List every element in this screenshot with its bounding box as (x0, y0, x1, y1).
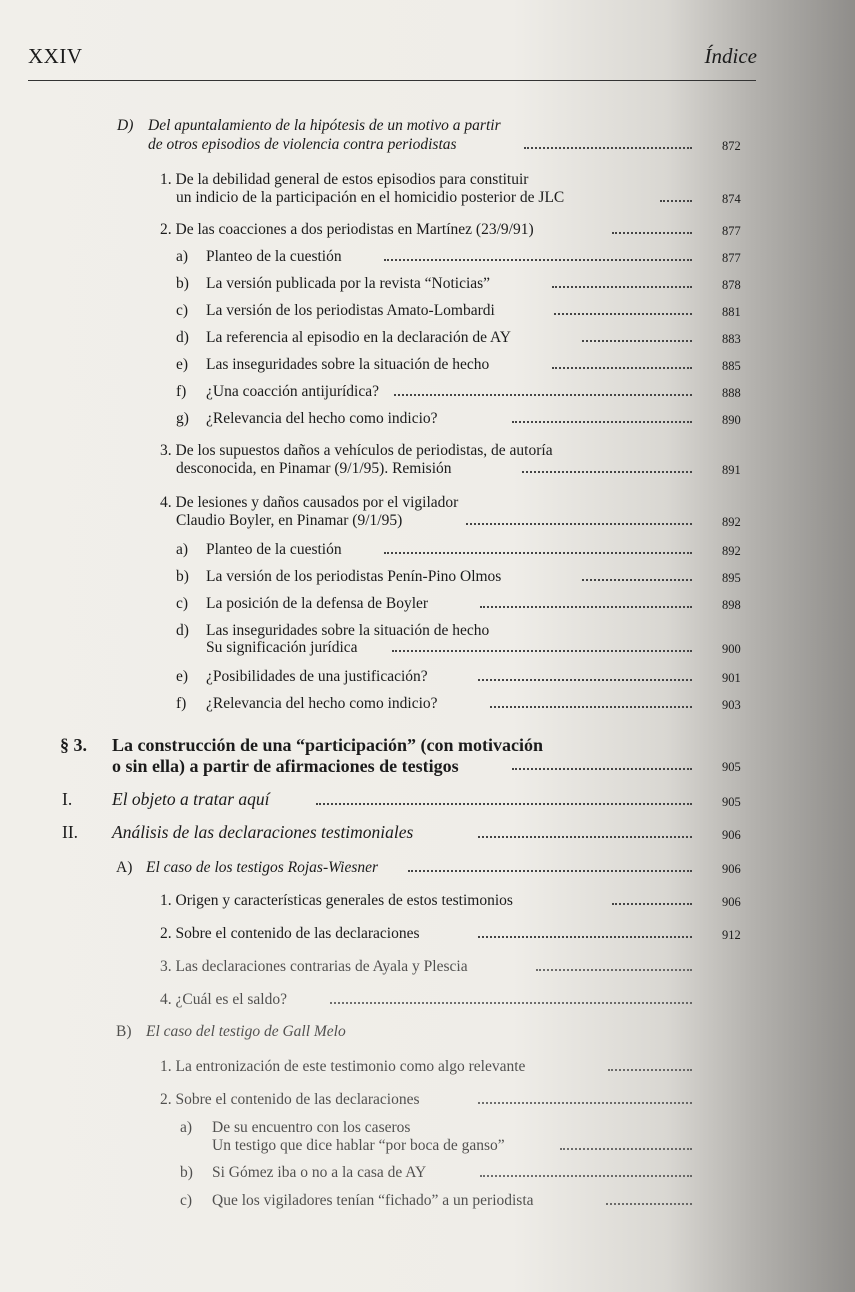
toc-page-number: 905 (722, 760, 741, 774)
toc-label: d) (176, 329, 189, 346)
toc-label: c) (176, 595, 189, 612)
leader-dots (608, 1067, 692, 1071)
leader-dots (316, 801, 692, 805)
leader-dots (466, 521, 692, 525)
toc-page-number: 895 (722, 571, 741, 585)
toc-label: f) (176, 695, 187, 712)
toc-label: b) (180, 1164, 193, 1181)
toc-entry-title: 1. De la debilidad general de estos episodios para constituir (160, 171, 529, 188)
toc-entry-title: un indicio de la participación en el homicidio posterior de JLC (176, 189, 565, 206)
toc-label: a) (180, 1119, 193, 1136)
toc-page-number: 874 (722, 192, 741, 206)
leader-dots (606, 1201, 692, 1205)
toc-page-number: 877 (722, 251, 741, 265)
toc-label: g) (176, 410, 189, 427)
toc-label: b) (176, 275, 189, 292)
toc-page-number: 878 (722, 278, 741, 292)
toc-entry-title: El caso del testigo de Gall Melo (146, 1023, 346, 1040)
leader-dots (384, 257, 692, 261)
toc-entry-title: Del apuntalamiento de la hipótesis de un motivo a partir (148, 117, 501, 134)
toc-entry-title: 4. ¿Cuál es el saldo? (160, 991, 287, 1008)
leader-dots (478, 677, 692, 681)
toc-entry-title: Planteo de la cuestión (206, 541, 342, 558)
toc-page-number: 892 (722, 515, 741, 529)
toc-page-number: 912 (722, 928, 741, 942)
toc-entry-title: 3. Las declaraciones contrarias de Ayala y Plescia (160, 958, 468, 975)
toc-page-number: 901 (722, 671, 741, 685)
leader-dots (512, 766, 692, 770)
toc-entry-title: ¿Una coacción antijurídica? (206, 383, 379, 400)
toc-page-number: 898 (722, 598, 741, 612)
toc-label: c) (176, 302, 189, 319)
toc-page-number: 906 (722, 828, 741, 842)
toc-label: I. (62, 789, 73, 809)
toc-entry-title: Si Gómez iba o no a la casa de AY (212, 1164, 427, 1181)
toc-page-number: 891 (722, 463, 741, 477)
leader-dots (394, 392, 692, 396)
toc-entry-title: 1. La entronización de este testimonio como algo relevante (160, 1058, 526, 1075)
toc-entry-title: Las inseguridades sobre la situación de hecho (206, 356, 490, 373)
toc-label: e) (176, 356, 189, 373)
leader-dots (524, 145, 692, 149)
leader-dots (522, 469, 692, 473)
toc-entry-title: La versión de los periodistas Amato-Lombardi (206, 302, 495, 319)
leader-dots (612, 230, 692, 234)
toc-page-number: 885 (722, 359, 741, 373)
toc-label: B) (116, 1023, 132, 1040)
toc-page-number: 883 (722, 332, 741, 346)
toc-entry-title: ¿Relevancia del hecho como indicio? (206, 695, 438, 712)
page-number-header: XXIV (28, 44, 83, 68)
toc-label: c) (180, 1192, 193, 1209)
leader-dots (660, 198, 692, 202)
toc-label: a) (176, 541, 189, 558)
toc-entry-title: ¿Posibilidades de una justificación? (206, 668, 428, 685)
leader-dots (480, 1173, 692, 1177)
toc-label: d) (176, 622, 189, 639)
leader-dots (552, 365, 692, 369)
toc-entry-title: El objeto a tratar aquí (112, 789, 270, 809)
toc-label: f) (176, 383, 187, 400)
toc-entry-title: 3. De los supuestos daños a vehículos de periodistas, de autoría (160, 442, 553, 459)
toc-label: e) (176, 668, 189, 685)
toc-entry-title: Las inseguridades sobre la situación de hecho (206, 622, 490, 639)
header-rule (28, 80, 756, 81)
toc-page-number: 903 (722, 698, 741, 712)
toc-page-number: 888 (722, 386, 741, 400)
toc-page-number: 872 (722, 139, 741, 153)
leader-dots (560, 1146, 692, 1150)
toc-entry-title: El caso de los testigos Rojas-Wiesner (146, 859, 379, 876)
leader-dots (478, 1100, 692, 1104)
toc-page-number: 881 (722, 305, 741, 319)
leader-dots (490, 704, 692, 708)
toc-entry-title: La versión de los periodistas Penín-Pino Olmos (206, 568, 502, 585)
toc-entry-title: de otros episodios de violencia contra periodistas (148, 136, 457, 153)
toc-page-number: 906 (722, 895, 741, 909)
toc-label: b) (176, 568, 189, 585)
toc-entry-title: Su significación jurídica (206, 639, 358, 656)
leader-dots (392, 648, 692, 652)
toc-entry-title: ¿Relevancia del hecho como indicio? (206, 410, 438, 427)
toc-entry-title: 2. Sobre el contenido de las declaraciones (160, 1091, 420, 1108)
toc-section-label: § 3. (60, 735, 87, 755)
leader-dots (478, 934, 692, 938)
leader-dots (384, 550, 692, 554)
toc-label: a) (176, 248, 189, 265)
toc-section-title: La construcción de una “participación” (con motivación (112, 735, 543, 755)
toc-entry-title: Análisis de las declaraciones testimoniales (112, 822, 414, 842)
leader-dots (582, 338, 692, 342)
toc-page-number: 906 (722, 862, 741, 876)
leader-dots (582, 577, 692, 581)
toc-entry-title: 2. De las coacciones a dos periodistas en Martínez (23/9/91) (160, 221, 534, 238)
leader-dots (536, 967, 692, 971)
toc-entry-title: 2. Sobre el contenido de las declaraciones (160, 925, 420, 942)
toc-entry-title: Claudio Boyler, en Pinamar (9/1/95) (176, 512, 403, 529)
leader-dots (552, 284, 692, 288)
leader-dots (554, 311, 692, 315)
toc-label: A) (116, 859, 133, 876)
leader-dots (512, 419, 692, 423)
toc-page-number: 890 (722, 413, 741, 427)
leader-dots (480, 604, 692, 608)
running-title: Índice (704, 44, 757, 68)
leader-dots (330, 1000, 692, 1004)
toc-entry-title: 1. Origen y características generales de estos testimonios (160, 892, 513, 909)
toc-entry-title: Que los vigiladores tenían “fichado” a un periodista (212, 1192, 534, 1209)
toc-page-number: 905 (722, 795, 741, 809)
toc-entry-title: Planteo de la cuestión (206, 248, 342, 265)
toc-entry-title: La referencia al episodio en la declaración de AY (206, 329, 511, 346)
leader-dots (408, 868, 692, 872)
toc-page-number: 900 (722, 642, 741, 656)
toc-entry-title: Un testigo que dice hablar “por boca de ganso” (212, 1137, 505, 1154)
toc-entry-title: La versión publicada por la revista “Noticias” (206, 275, 491, 292)
toc-label: II. (62, 822, 79, 842)
toc-label: D) (117, 117, 134, 134)
toc-entry-title: 4. De lesiones y daños causados por el vigilador (160, 494, 459, 511)
toc-entry-title: desconocida, en Pinamar (9/1/95). Remisión (176, 460, 452, 477)
leader-dots (478, 834, 692, 838)
toc-section-title: o sin ella) a partir de afirmaciones de testigos (112, 756, 459, 776)
toc-page-number: 892 (722, 544, 741, 558)
leader-dots (612, 901, 692, 905)
toc-page-number: 877 (722, 224, 741, 238)
toc-entry-title: De su encuentro con los caseros (212, 1119, 411, 1136)
toc-entry-title: La posición de la defensa de Boyler (206, 595, 429, 612)
